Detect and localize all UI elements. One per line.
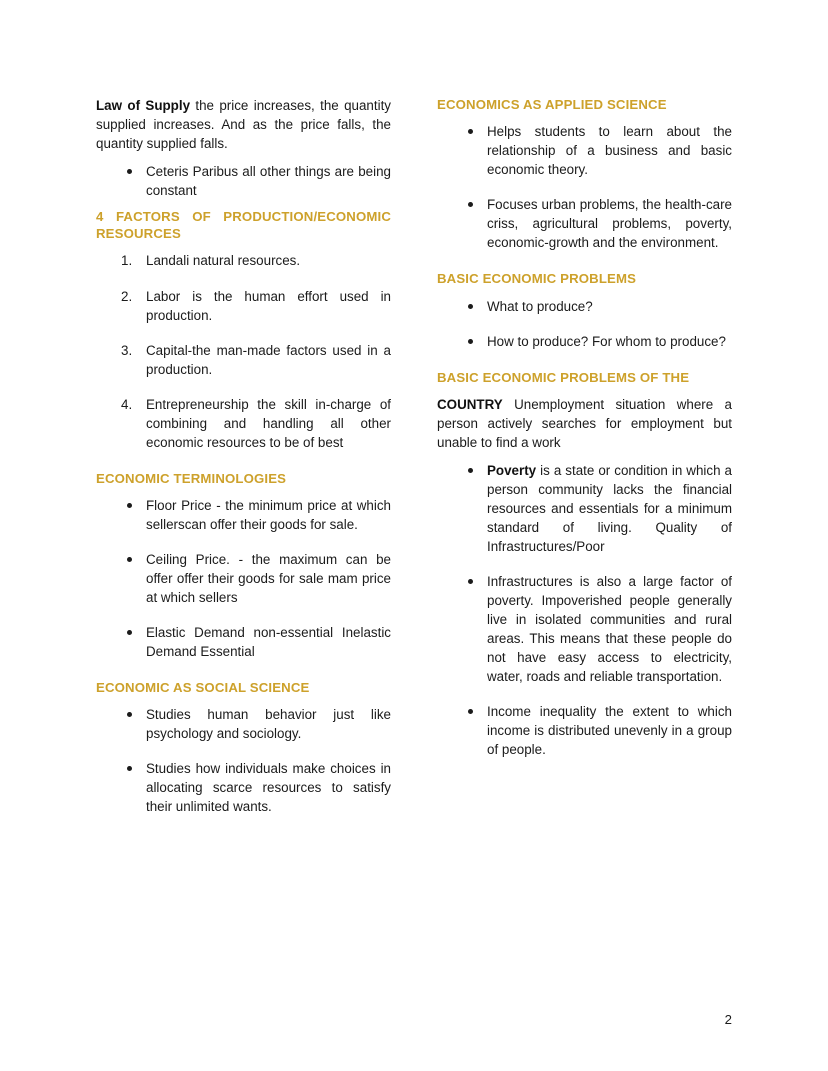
list-item: Ceiling Price. - the maximum can be offer offer their goods for sale mam price at which sellers: [96, 550, 391, 607]
law-of-supply-definition: the price increases, the quantity supplied increases. And as the price falls, the quantity supplied falls.: [96, 98, 391, 152]
country-definition-paragraph: [437, 395, 732, 452]
law-of-supply-term: Law of Supply: [96, 98, 191, 113]
basic-economic-problems-list: [437, 297, 732, 351]
list-item: Ceteris Paribus all other things are being constant: [96, 162, 391, 200]
poverty-definition: is a state or condition in which a person community lacks the financial resources and essentials for a minimum standard of living. Quality of Infrastructures/Poor: [487, 462, 732, 554]
list-item: Landali natural resources.: [146, 253, 301, 269]
economic-terminologies-list: [96, 496, 391, 661]
poverty-term: Poverty: [487, 462, 537, 478]
basic-economic-problems-of-the-country-heading: BASIC ECONOMIC PROBLEMS OF THE: [437, 369, 690, 385]
income-inequality-definition: Income inequality the extent to which income is distributed unevenly in a group of people.: [487, 704, 732, 758]
left-column: [96, 96, 391, 824]
economics-as-applied-science-list: [437, 122, 732, 252]
list-item: Capital-the man-made factors used in a production.: [146, 342, 391, 377]
list-item: Labor is the human effort used in production.: [146, 288, 391, 323]
list-item: Floor Price - the minimum price at which sellerscan offer their goods for sale.: [96, 496, 391, 534]
list-item: [437, 702, 732, 759]
list-item: [437, 461, 732, 556]
list-item: Helps students to learn about the relationship of a business and basic economic theory.: [437, 122, 732, 179]
country-term: COUNTRY: [437, 396, 503, 412]
economic-as-social-science-heading: ECONOMIC AS SOCIAL SCIENCE: [96, 680, 310, 696]
list-item: Elastic Demand non-essential Inelastic Demand Essential: [96, 623, 391, 661]
list-item: Studies human behavior just like psychology and sociology.: [96, 705, 391, 743]
list-item: Focuses urban problems, the health-care criss, agricultural problems, poverty, economic-growth and the environment.: [437, 195, 732, 252]
right-column: [437, 96, 732, 824]
economic-terminologies-heading: ECONOMIC TERMINOLOGIES: [96, 470, 287, 486]
ceteris-paribus-list: [96, 162, 391, 200]
economics-as-applied-science-heading: ECONOMICS AS APPLIED SCIENCE: [437, 97, 667, 112]
list-item: [437, 572, 732, 686]
country-definition: Unemployment situation where a person actively searches for employment but unable to find a work: [437, 396, 732, 450]
page-number: 2: [724, 1012, 732, 1027]
factors-of-production-list: [96, 251, 391, 451]
basic-economic-problems-heading: BASIC ECONOMIC PROBLEMS: [437, 271, 637, 287]
list-item: Studies how individuals make choices in allocating scarce resources to satisfy their unlimited wants.: [96, 759, 391, 816]
two-column-layout: [96, 96, 732, 824]
country-problems-list: [437, 461, 732, 759]
factors-of-production-heading: 4 FACTORS OF PRODUCTION/ECONOMIC RESOURCES: [96, 209, 391, 242]
list-item: How to produce? For whom to produce?: [437, 332, 732, 351]
list-item: What to produce?: [437, 297, 732, 316]
list-item: Entrepreneurship the skill in-charge of combining and handling all other economic resources to be of best: [146, 396, 391, 450]
economic-as-social-science-list: [96, 705, 391, 816]
infrastructures-definition: Infrastructures is also a large factor of poverty. Impoverished people generally live in isolated communities and rural areas. This means that these people do not have easy access to electricity, water, roads and reliable transportation.: [487, 573, 732, 685]
law-of-supply-paragraph: [96, 96, 391, 153]
